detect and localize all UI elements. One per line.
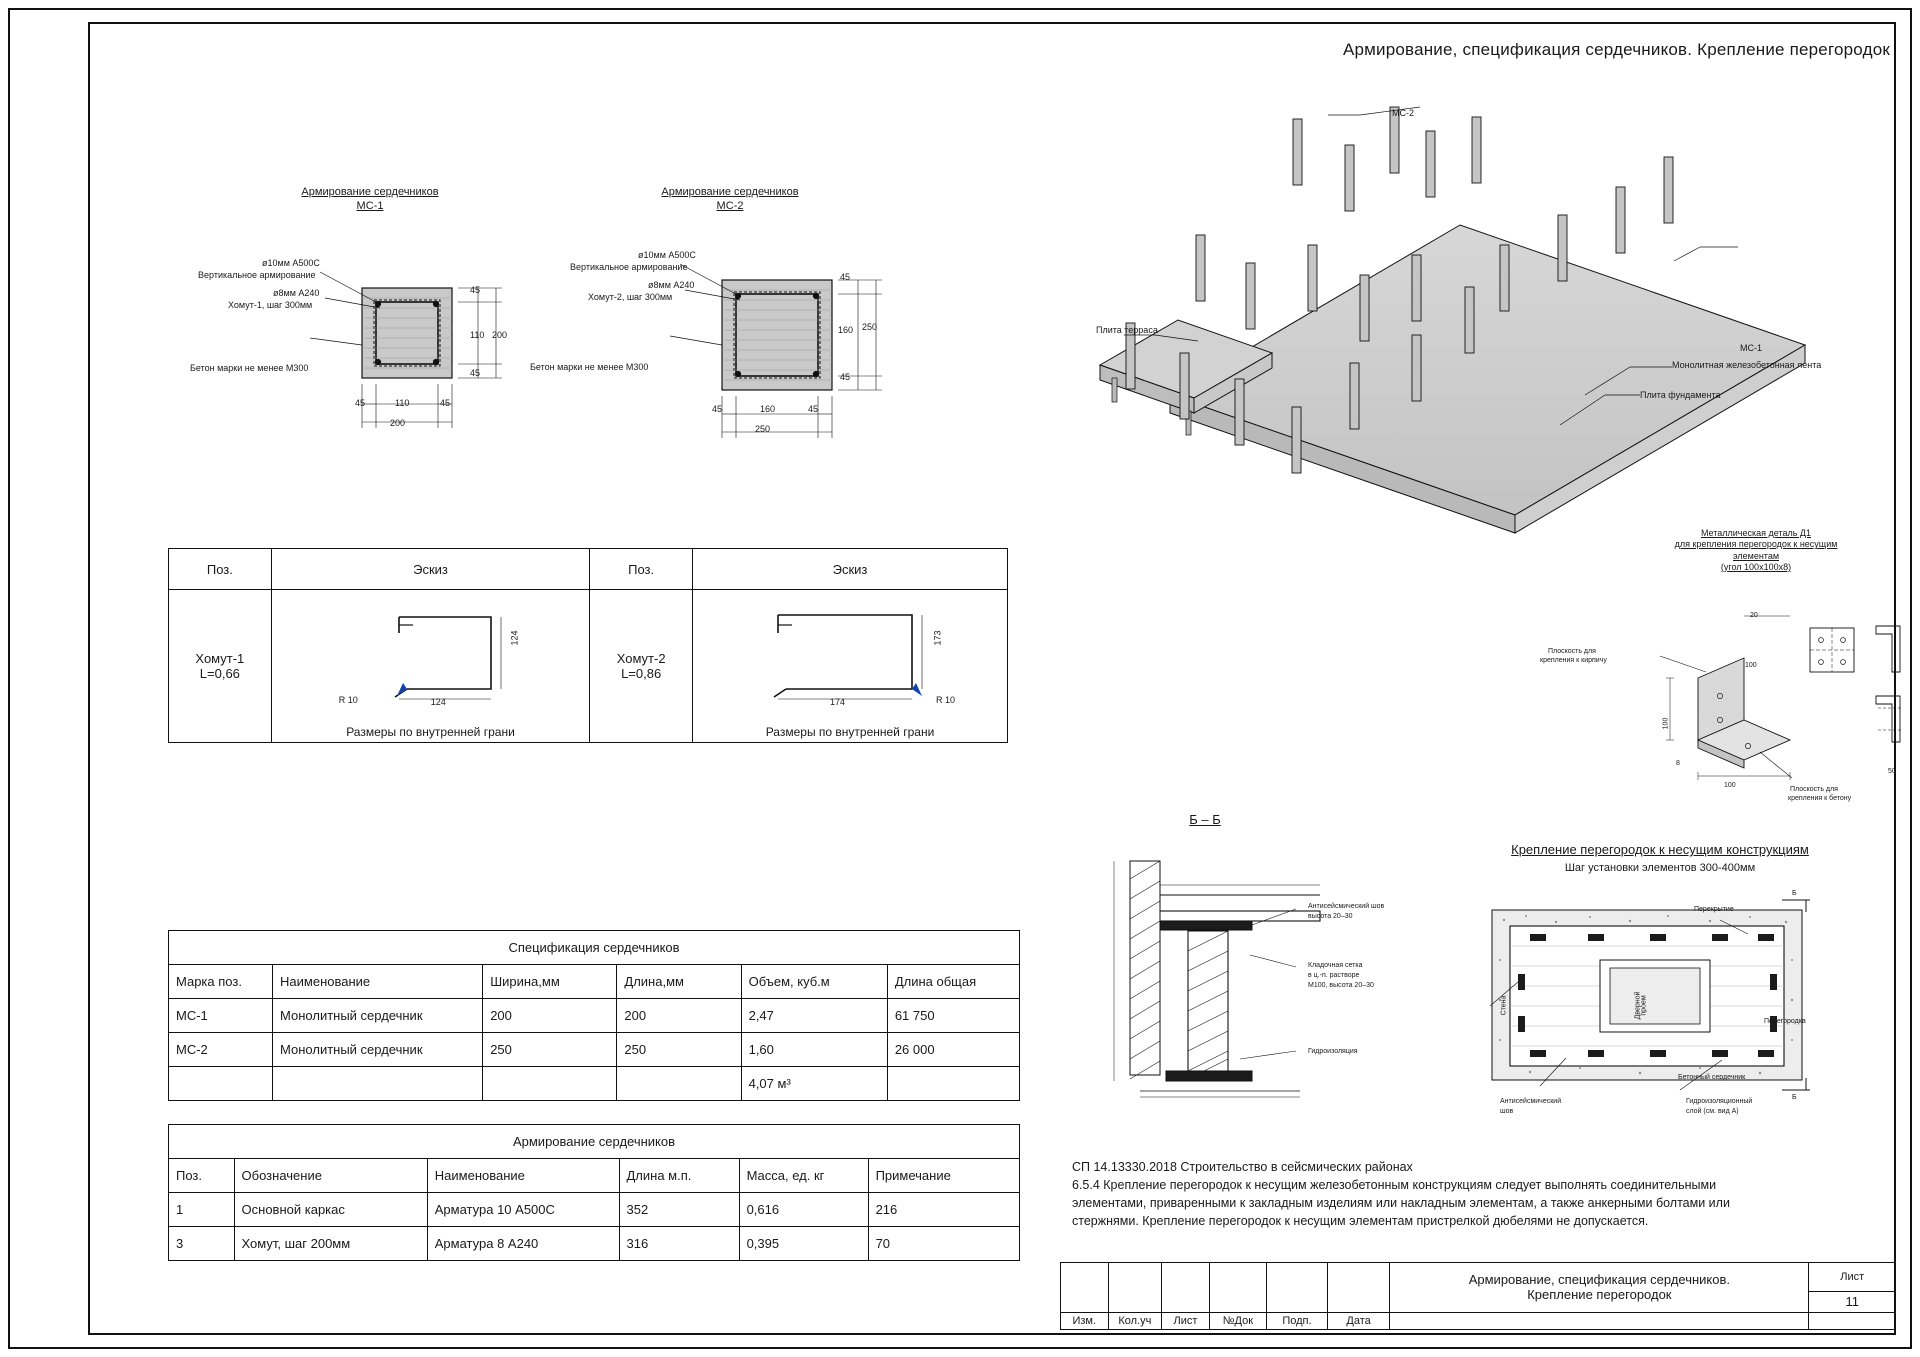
arm-header-5: Примечание (868, 1159, 1019, 1193)
sketch-pos-left (169, 590, 272, 743)
arm-r1-c5: 70 (868, 1227, 1019, 1261)
sketch-cell-left (271, 590, 590, 743)
ms2-vertical-rebar-label-2: Вертикальное армирование (570, 262, 688, 272)
spec-r1-c2: 250 (483, 1033, 617, 1067)
partition-plan-waterproof-label-2: слой (см. вид А) (1686, 1108, 1739, 1115)
ms1-dim-45-right-bottom: 45 (440, 398, 451, 408)
stirrup-2-radius: R 10 (935, 695, 955, 705)
code-note-line1: СП 14.13330.2018 Строительство в сейсмических районах (1072, 1160, 1413, 1174)
partition-plan-title: Крепление перегородок к несущим конструкциям (1511, 842, 1809, 857)
iso-label-ms1: МС-1 (1740, 343, 1762, 353)
partition-plan-partition-label: Перегородка (1764, 1018, 1806, 1025)
detail-d1-dim-8: 8 (1676, 760, 1680, 767)
spec-table (168, 930, 1020, 1101)
ms2-title-line1: Армирование сердечников (661, 186, 799, 198)
arm-table-caption: Армирование сердечников (169, 1125, 1020, 1159)
ms2-dim-45-left-bottom: 45 (712, 404, 723, 414)
section-bb-mesh-label-3: М100, высота 20–30 (1308, 982, 1374, 989)
code-note-line2: 6.5.4 Крепление перегородок к несущим железобетонным конструкциям следует выполнять соединительными (1072, 1178, 1717, 1193)
spec-r1-c0: МС-2 (169, 1033, 273, 1067)
table-row-header (169, 1159, 1020, 1193)
code-note-line4: стержнями. Крепление перегородок к несущим элементам пристрелкой дюбелями не допускается. (1072, 1214, 1649, 1229)
ms2-stirrup-label-1: ø8мм А240 (648, 280, 695, 290)
partition-plan-mark-b-bottom: Б (1792, 1094, 1797, 1101)
ms2-dim-160-bottom: 160 (760, 404, 776, 414)
stirrup-1-radius: R 10 (338, 695, 358, 705)
spec-r2-c0 (169, 1067, 273, 1101)
detail-d1-dim-100-top: 100 (1745, 662, 1757, 669)
section-bb-seismic-joint-label-2: высота 20–30 (1308, 913, 1353, 920)
section-bb-seismic-joint-label-1: Антисейсмический шов (1308, 903, 1385, 910)
title-block-sheet-number: 11 (1809, 1292, 1896, 1313)
table-row (169, 1227, 1020, 1261)
arm-header-0: Поз. (169, 1159, 235, 1193)
arm-header-3: Длина м.п. (619, 1159, 739, 1193)
ms2-title-line2: МС-2 (716, 199, 744, 212)
table-row (169, 590, 1008, 743)
ms2-dim-45-bottom: 45 (840, 372, 851, 382)
spec-total-volume: 4,07 м³ (741, 1067, 887, 1101)
iso-label-ms2: МС-2 (1392, 108, 1414, 118)
title-block-title-line1: Армирование, спецификация сердечников. (1468, 1272, 1731, 1288)
ms2-dim-45-right-bottom: 45 (808, 404, 819, 414)
ms2-dim-250-bottom: 250 (755, 424, 771, 434)
table-row-columns (1061, 1312, 1896, 1329)
partition-plan-concrete-core-label: Бетонный сердечник (1678, 1074, 1746, 1081)
ms2-dim-45-top: 45 (840, 272, 851, 282)
ms1-vertical-rebar-label-1: ø10мм А500С (262, 258, 320, 268)
arm-r1-c0: 3 (169, 1227, 235, 1261)
detail-d1-concrete-plane-label-2: крепления к бетону (1788, 795, 1852, 802)
detail-d1-brick-plane-label-2: крепления к кирпичу (1540, 657, 1607, 664)
table-row-header (169, 965, 1020, 999)
sketch-right-pos-line1: Хомут-2 (616, 651, 666, 666)
arm-r0-c0: 1 (169, 1193, 235, 1227)
spec-r1-c3: 250 (617, 1033, 741, 1067)
arm-r0-c1: Основной каркас (234, 1193, 427, 1227)
sketch-left-pos-line2: L=0,66 (199, 666, 240, 681)
detail-d1-dim-20: 20 (1750, 612, 1758, 619)
ms2-stirrup-label-2: Хомут-2, шаг 300мм (588, 292, 673, 302)
arm-r0-c3: 352 (619, 1193, 739, 1227)
arm-header-4: Масса, ед. кг (739, 1159, 868, 1193)
ms1-title-line2: МС-1 (356, 199, 384, 212)
arm-r0-c5: 216 (868, 1193, 1019, 1227)
sketch-pos-right (590, 590, 693, 743)
table-row-header (169, 549, 1008, 590)
partition-plan-seismic-label-1: Антисейсмический (1500, 1098, 1562, 1105)
sketch-header-sketch-right: Эскиз (692, 549, 1007, 590)
table-row-caption (169, 931, 1020, 965)
partition-plan-subtitle: Шаг установки элементов 300-400мм (1564, 862, 1756, 874)
stirrup-2-dim-vertical: 173 (932, 630, 943, 646)
detail-d1-dim-100-left: 100 (1662, 717, 1670, 730)
sketch-header-pos-left: Поз. (169, 549, 272, 590)
title-block-sheet-label: Лист (1809, 1263, 1896, 1292)
partition-plan-wall-label: Стена (1500, 995, 1508, 1016)
title-block-table (1060, 1262, 1896, 1330)
table-row-caption (169, 1125, 1020, 1159)
table-row (169, 1193, 1020, 1227)
stamp-col-4: Подп. (1267, 1312, 1328, 1329)
stirrup-2-sketch (700, 593, 1016, 723)
stamp-col-2: Лист (1162, 1312, 1210, 1329)
code-note-line3: элементами, приваренными к закладным изделиям или накладным элементам, а также анкерными болтами или (1072, 1196, 1730, 1211)
stirrup-2-caption: Размеры по внутренней грани (765, 725, 935, 739)
spec-header-4: Объем, куб.м (741, 965, 887, 999)
spec-r0-c2: 200 (483, 999, 617, 1033)
stamp-col-0: Изм. (1061, 1312, 1109, 1329)
ms1-dim-45-left-bottom: 45 (355, 398, 366, 408)
isometric-foundation-drawing (1060, 95, 1890, 565)
detail-d1-title-line4: (угол 100х100х8) (1720, 561, 1792, 572)
spec-header-3: Длина,мм (617, 965, 741, 999)
iso-label-monolithic-belt: Монолитная железобетонная лента (1672, 360, 1822, 370)
partition-plan-ceiling-label: Перекрытие (1694, 906, 1734, 913)
ms1-concrete-label: Бетон марки не менее М300 (190, 363, 309, 373)
sketch-right-pos-line2: L=0,86 (621, 666, 662, 681)
sketch-header-pos-right: Поз. (590, 549, 693, 590)
stamp-col-5: Дата (1327, 1312, 1389, 1329)
ms1-stirrup-label-1: ø8мм А240 (273, 288, 320, 298)
title-block-title (1390, 1263, 1809, 1313)
spec-r1-c4: 1,60 (741, 1033, 887, 1067)
ms1-stirrup-label-2: Хомут-1, шаг 300мм (228, 300, 313, 310)
arm-r0-c2: Арматура 10 А500С (427, 1193, 619, 1227)
partition-plan-seismic-label-2: шов (1500, 1108, 1514, 1115)
detail-d1-concrete-plane-label-1: Плоскость для (1790, 786, 1838, 793)
spec-r1-c1: Монолитный сердечник (273, 1033, 483, 1067)
detail-d1-brick-plane-label-1: Плоскость для (1548, 648, 1596, 655)
arm-header-1: Обозначение (234, 1159, 427, 1193)
iso-label-terrace-slab: Плита терраса (1096, 325, 1158, 335)
ms1-title (250, 186, 490, 214)
sketch-cell-right (692, 590, 1007, 743)
detail-d1-dim-100-bottom: 100 (1724, 782, 1736, 789)
title-block-title-line2: Крепление перегородок (1527, 1287, 1672, 1303)
ms2-dim-160-right: 160 (838, 325, 854, 335)
stirrup-2-dim-horizontal: 174 (829, 697, 846, 707)
stamp-col-1: Кол.уч (1108, 1312, 1162, 1329)
arm-header-2: Наименование (427, 1159, 619, 1193)
spec-header-1: Наименование (273, 965, 483, 999)
spec-r0-c4: 2,47 (741, 999, 887, 1033)
stamp-col-3: №Док (1209, 1312, 1266, 1329)
ms2-vertical-rebar-label-1: ø10мм А500С (638, 250, 696, 260)
ms1-vertical-rebar-label-2: Вертикальное армирование (198, 270, 316, 280)
section-bb-mesh-label-2: в ц.-п. растворе (1308, 972, 1360, 979)
ms1-dim-110-right: 110 (470, 330, 485, 340)
sketch-table (168, 548, 1008, 743)
spec-header-2: Ширина,мм (483, 965, 617, 999)
ms2-concrete-label: Бетон марки не менее М300 (530, 362, 649, 372)
arm-r1-c3: 316 (619, 1227, 739, 1261)
ms1-dim-200-right: 200 (492, 330, 508, 340)
stirrup-1-dim-vertical: 124 (509, 630, 520, 646)
section-bb-waterproofing-label: Гидроизоляция (1308, 1048, 1358, 1055)
title-block (1060, 1262, 1896, 1330)
ms1-dim-45-top: 45 (470, 285, 481, 295)
ms1-title-line1: Армирование сердечников (301, 186, 439, 198)
spec-r2-c5 (887, 1067, 1019, 1101)
ms2-title (610, 186, 850, 214)
section-bb-title: Б – Б (1189, 812, 1221, 827)
spec-header-0: Марка поз. (169, 965, 273, 999)
arm-r0-c4: 0,616 (739, 1193, 868, 1227)
ms1-dim-110-bottom: 110 (395, 398, 410, 408)
partition-plan-door-label-1: Дверной (1634, 991, 1642, 1020)
ms2-dim-250-right: 250 (862, 322, 878, 332)
spec-table-caption: Спецификация сердечников (169, 931, 1020, 965)
detail-d1-drawing (1640, 600, 1920, 800)
iso-label-foundation-slab: Плита фундамента (1640, 390, 1721, 400)
table-row (169, 1033, 1020, 1067)
page-title: Армирование, спецификация сердечников. Крепление перегородок (1342, 40, 1890, 59)
ms1-dim-45-bottom: 45 (470, 368, 481, 378)
detail-d1-title-line2: для крепления перегородок к несущим (1674, 539, 1838, 550)
sketch-left-pos-line1: Хомут-1 (195, 651, 245, 666)
stirrup-1-dim-horizontal: 124 (430, 697, 446, 707)
partition-plan-waterproof-label-1: Гидроизоляционный (1686, 1098, 1753, 1105)
table-row (169, 1067, 1020, 1101)
spec-r0-c0: МС-1 (169, 999, 273, 1033)
detail-d1-title-line1: Металлическая деталь Д1 (1700, 528, 1812, 538)
arm-r1-c4: 0,395 (739, 1227, 868, 1261)
section-bb-mesh-label-1: Кладочная сетка (1308, 962, 1363, 969)
arm-r1-c1: Хомут, шаг 200мм (234, 1227, 427, 1261)
stirrup-1-caption: Размеры по внутренней грани (346, 725, 515, 739)
detail-d1-title-line3: элементам (1732, 550, 1780, 561)
code-note (1072, 1158, 1862, 1231)
spec-header-5: Длина общая (887, 965, 1019, 999)
spec-r2-c3 (617, 1067, 741, 1101)
partition-plan-door-label-2: проем (1640, 995, 1648, 1016)
arm-table (168, 1124, 1020, 1261)
spec-r0-c5: 61 750 (887, 999, 1019, 1033)
partition-plan-drawing (1470, 890, 1830, 1120)
table-row (1061, 1263, 1896, 1292)
ms1-dim-200-bottom: 200 (390, 418, 406, 428)
spec-r1-c5: 26 000 (887, 1033, 1019, 1067)
spec-r0-c1: Монолитный сердечник (273, 999, 483, 1033)
spec-r2-c2 (483, 1067, 617, 1101)
spec-r2-c1 (273, 1067, 483, 1101)
table-row (169, 999, 1020, 1033)
arm-r1-c2: Арматура 8 А240 (427, 1227, 619, 1261)
sketch-header-sketch-left: Эскиз (271, 549, 590, 590)
detail-d1-dim-50: 50 (1888, 768, 1896, 775)
spec-r0-c3: 200 (617, 999, 741, 1033)
detail-d1-title (1636, 528, 1876, 573)
partition-plan-mark-b-top: Б (1792, 890, 1797, 897)
